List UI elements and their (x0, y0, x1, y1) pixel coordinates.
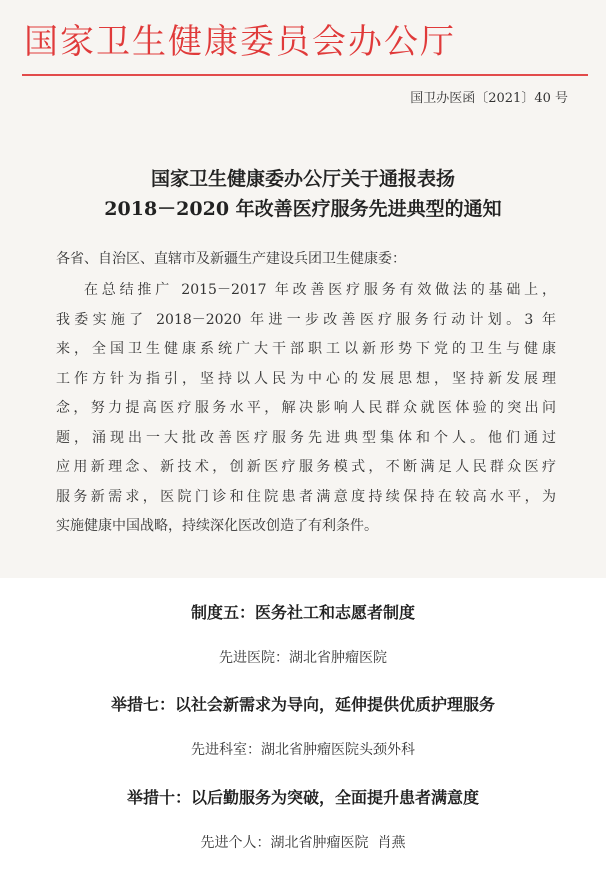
body-paragraph (56, 276, 556, 542)
award-heading-3: 举措十：以后勤服务为突破，全面提升患者满意度 (126, 788, 479, 807)
award-detail-1: 先进医院：湖北省肿瘤医院 (219, 650, 387, 666)
title-line-1: 国家卫生健康委办公厅关于通报表扬 (150, 168, 455, 190)
body-line: 我委实施了 2018－2020 年进一步改善医疗服务行动计划。3 年 (56, 311, 556, 328)
document-title (0, 164, 606, 224)
award-heading-2: 举措七：以社会新需求为导向，延伸提供优质护理服务 (110, 695, 495, 714)
addressee: 各省、自治区、直辖市及新疆生产建设兵团卫生健康委： (56, 251, 406, 267)
body-line: 实施健康中国战略，持续深化医改创造了有利条件。 (56, 518, 378, 534)
body-line: 念，努力提高医疗服务水平，解决影响人民群众就医体验的突出问 (56, 400, 556, 416)
header-rule (22, 74, 588, 76)
issuer-header: 国家卫生健康委员会办公厅 (24, 22, 456, 62)
award-heading-1: 制度五：医务社工和志愿者制度 (190, 603, 415, 622)
award-detail-2: 先进科室：湖北省肿瘤医院头颈外科 (191, 742, 415, 758)
title-line-2: 2018－2020 年改善医疗服务先进典型的通知 (104, 198, 502, 220)
body-line: 题，涌现出一大批改善医疗服务先进典型集体和个人。他们通过 (56, 429, 556, 446)
body-line: 来，全国卫生健康系统广大干部职工以新形势下党的卫生与健康 (56, 341, 556, 357)
document-number: 国卫办医函〔2021〕40 号 (410, 91, 568, 106)
body-line: 应用新理念、新技术，创新医疗服务模式，不断满足人民群众医疗 (56, 459, 556, 475)
body-line: 在总结推广 2015－2017 年改善医疗服务有效做法的基础上， (84, 282, 556, 298)
award-detail-3: 先进个人：湖北省肿瘤医院 肖燕 (200, 835, 406, 851)
body-line: 服务新需求，医院门诊和住院患者满意度持续保持在较高水平，为 (56, 488, 556, 505)
body-line: 工作方针为指引，坚持以人民为中心的发展思想，坚持新发展理 (56, 370, 556, 387)
